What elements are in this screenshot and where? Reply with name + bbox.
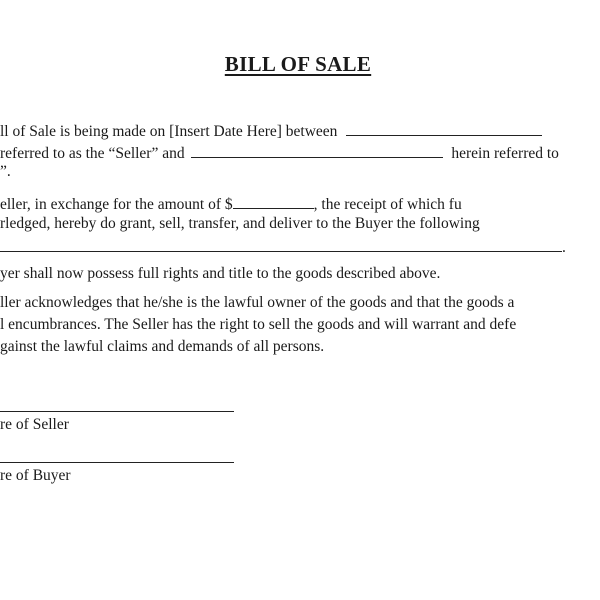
para4-line1-text: ller acknowledges that he/she is the lawful owner of the goods and that the goods a: [0, 294, 515, 311]
para3-line1: [0, 264, 440, 284]
buyer-name-blank: [191, 142, 443, 158]
para1-line3: [0, 162, 11, 182]
para4-line3-text: gainst the lawful claims and demands of all persons.: [0, 338, 325, 355]
para4-line2: [0, 315, 516, 335]
para2-line1-text: eller, in exchange for the amount of $: [0, 196, 233, 213]
buyer-signature-label: re of Buyer: [0, 467, 71, 484]
amount-blank: [233, 193, 314, 209]
para4-line1: [0, 293, 514, 313]
seller-signature-line: [0, 411, 234, 412]
para2-line1-text-end: , the receipt of which fu: [313, 196, 462, 213]
para1-line2-text-end: herein referred to: [451, 145, 559, 162]
para2-line3: [0, 236, 566, 258]
seller-signature-label: re of Seller: [0, 416, 69, 433]
buyer-signature-line: [0, 462, 234, 463]
para4-line2-text: l encumbrances. The Seller has the right to sell the goods and will warrant and defe: [0, 316, 517, 333]
para2-line1: [0, 193, 462, 215]
para2-line2-text: rledged, hereby do grant, sell, transfer, and deliver to the Buyer the following: [0, 215, 480, 232]
para3-line1-text: yer shall now possess full rights and title to the goods described above.: [0, 265, 441, 282]
para1-line1: [0, 120, 542, 142]
para2-line3-text: .: [562, 239, 566, 256]
para2-line2: [0, 214, 480, 234]
document-title: BILL OF SALE: [224, 52, 372, 76]
seller-name-blank: [346, 120, 542, 136]
para1-line3-text: ”.: [0, 163, 11, 180]
para1-line2: [0, 142, 559, 164]
para1-line1-text: ll of Sale is being made on [Insert Date Here] between: [0, 123, 338, 140]
goods-description-blank: [0, 236, 562, 252]
para1-line2-text: referred to as the “Seller” and: [0, 145, 185, 162]
para4-line3: [0, 337, 324, 357]
